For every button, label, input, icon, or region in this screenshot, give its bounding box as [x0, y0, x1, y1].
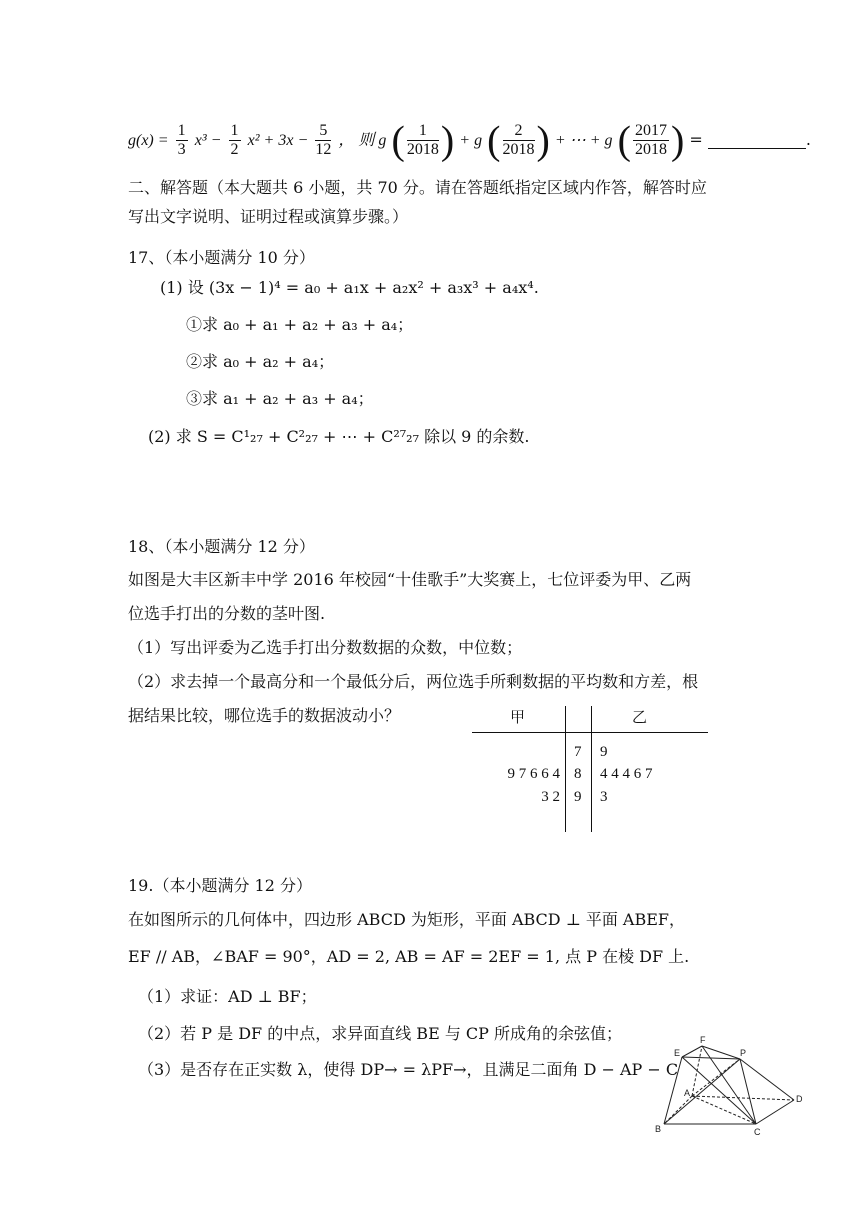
leaf-right-row3: 3: [600, 789, 608, 805]
fraction: $\frac{1}{2}$: [230, 122, 239, 158]
term: x² + 3x −: [247, 132, 309, 149]
term: x³ −: [194, 132, 222, 149]
q18-line2: 位选手打出的分数的茎叶图.: [128, 604, 326, 623]
geometry-figure: [650, 1034, 820, 1144]
q19-sub1: （1）求证：AD ⊥ BF；: [138, 987, 317, 1006]
label-P: P: [740, 1048, 747, 1058]
equals-sign: =: [689, 130, 703, 149]
q17-sub1: ①求 a₀ + a₁ + a₂ + a₃ + a₄；: [186, 315, 414, 334]
fraction: $\frac{2017}{2018}$: [634, 122, 667, 158]
paren: ): [670, 117, 685, 163]
leaf-left-row2: 9 7 6 6 4: [507, 766, 560, 782]
paren: (: [617, 117, 631, 163]
fraction: $\frac{1}{2018}$: [406, 122, 439, 158]
term: + g: [459, 132, 483, 149]
label-D: D: [796, 1094, 803, 1104]
term: + ⋯ + g: [554, 132, 613, 149]
period: .: [805, 130, 811, 149]
q19-sub3: （3）是否存在正实数 λ，使得 DP→ = λPF→，且满足二面角 D − AP − C: [138, 1060, 679, 1079]
left-header: 甲: [510, 708, 526, 726]
header-rule: [472, 732, 708, 733]
paren: (: [487, 117, 501, 163]
paren: ): [440, 117, 455, 163]
leaf-left-row3: 3 2: [541, 789, 560, 805]
label-F: F: [700, 1035, 706, 1045]
q17-part2: (2) 求 S = C¹₂₇ + C²₂₇ + ⋯ + C²⁷₂₇ 除以 9 的余数.: [148, 427, 530, 446]
paren: (: [391, 117, 405, 163]
stem-divider-right: [591, 706, 592, 832]
q18-heading: 18、（本小题满分 12 分）: [128, 537, 315, 556]
q17-sub2: ②求 a₀ + a₂ + a₄；: [186, 352, 335, 371]
answer-blank: [708, 132, 806, 149]
q17-part1: (1) 设 (3x − 1)⁴ = a₀ + a₁x + a₂x² + a₃x³ + a₄x⁴.: [160, 278, 539, 297]
label-E: E: [674, 1048, 681, 1058]
stem-row1: 7: [574, 744, 582, 760]
q17-sub3: ③求 a₁ + a₂ + a₃ + a₄；: [186, 389, 374, 408]
g-lhs: g(x) =: [128, 132, 169, 149]
q19-sub2: （2）若 P 是 DF 的中点，求异面直线 BE 与 CP 所成角的余弦值；: [138, 1024, 623, 1043]
fraction: $\frac{1}{3}$: [177, 122, 186, 158]
q18-line4: （2）求去掉一个最高分和一个最低分后，两位选手所剩数据的平均数和方差，根: [128, 672, 699, 691]
label-A: A: [684, 1088, 691, 1098]
q18-line5: 据结果比较，哪位选手的数据波动小？: [128, 706, 401, 725]
stem-row2: 8: [574, 766, 582, 782]
stem-row3: 9: [574, 789, 582, 805]
q19-line2: EF // AB，∠BAF = 90°，AD = 2, AB = AF = 2EF = 1, 点 P 在棱 DF 上.: [128, 947, 690, 966]
stem-divider-left: [565, 706, 566, 832]
q17-heading: 17、（本小题满分 10 分）: [128, 248, 315, 267]
leaf-right-row2: 4 4 4 6 7: [600, 766, 653, 782]
section2-line1: 二、解答题（本大题共 6 小题，共 70 分。请在答题纸指定区域内作答，解答时应: [128, 178, 707, 197]
q19-line1: 在如图所示的几何体中，四边形 ABCD 为矩形，平面 ABCD ⊥ 平面 ABEF，: [128, 910, 686, 929]
label-C: C: [754, 1127, 761, 1137]
label-B: B: [655, 1124, 662, 1134]
section2-line2: 写出文字说明、证明过程或演算步骤。）: [128, 207, 409, 226]
fraction: $\frac{2}{2018}$: [502, 122, 535, 158]
q18-line1: 如图是大丰区新丰中学 2016 年校园“十佳歌手”大奖赛上，七位评委为甲、乙两: [128, 570, 692, 589]
fraction: $\frac{5}{12}$: [315, 122, 332, 158]
q18-line3: （1）写出评委为乙选手打出分数数据的众数，中位数；: [128, 638, 523, 657]
term: ， 则 g: [338, 132, 387, 149]
g-function-line: [128, 118, 811, 163]
paren: ): [536, 117, 550, 163]
q19-heading: 19.（本小题满分 12 分）: [128, 876, 312, 895]
right-header: 乙: [632, 708, 648, 726]
leaf-right-row1: 9: [600, 744, 608, 760]
stem-leaf-plot: [472, 704, 712, 834]
